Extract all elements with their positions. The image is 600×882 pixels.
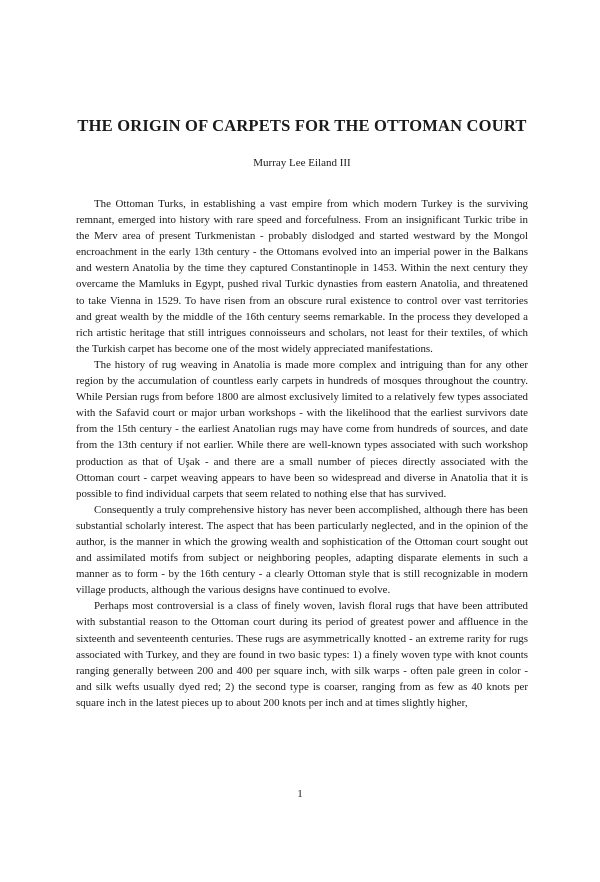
document-title: THE ORIGIN OF CARPETS FOR THE OTTOMAN COURT	[77, 116, 527, 135]
paragraph: Consequently a truly comprehensive history has never been accomplished, although there has been substantial scholarly interest. The aspect that has been particularly neglected, and in the opinion of the author, is the manner in which the growing wealth and sophistication of the Ottoman court sought out and assimilated motifs from subject or neighboring peoples, adapting disparate elements in such a manner as to form - by the 16th century - a clearly Ottoman style that is still recognizable in modern village products, although the various designs have continued to evolve.	[76, 503, 528, 597]
author-name: Murray Lee Eiland III	[253, 157, 351, 169]
document-page	[0, 116, 600, 882]
paragraph: The Ottoman Turks, in establishing a vast empire from which modern Turkey is the surviving remnant, emerged into history with rare speed and forcefulness. From an insignificant Turkic tribe in the Merv area of present Turkmenistan - probably dislodged and started westward by the Mongol encroachment in the early 13th century - the Ottomans evolved into an imperial power in the Balkans and western Anatolia by the time they captured Constantinople in 1453. Within the next century they overcame the Mamluks in Egypt, pushed rival Turkic dynasties from eastern Anatolia, and threatened to take Vienna in 1529. To have risen from an obscure rural existence to control over vast territories and great wealth by the middle of the 16th century seems remarkable. In the process they developed a rich artistic heritage that still intrigues connoisseurs and scholars, not least for their textiles, of which the Turkish carpet has become one of the most widely appreciated manifestations.	[76, 198, 528, 355]
body-text	[76, 196, 528, 711]
paragraph: The history of rug weaving in Anatolia is made more complex and intriguing than for any other region by the accumulation of countless early carpets in hundreds of mosques throughout the country. While Persian rugs from before 1800 are almost exclusively limited to a relatively few types associated with the Safavid court or major urban workshops - with the likelihood that the earliest survivors date from the 15th century - the earliest Anatolian rugs may have come from hundreds of sources, and date from the 13th century if not earlier. While there are well-known types associated with such workshop production as that of Uşak - and there are a small number of pieces directly associated with the Ottoman court - carpet weaving appears to have been so widespread and diverse in Anatolia that it is possible to find individual carpets that seem related to nothing else that has survived.	[76, 358, 528, 500]
paragraph: Perhaps most controversial is a class of finely woven, lavish floral rugs that have been attributed with substantial reason to the Ottoman court during its period of greatest power and affluence in the sixteenth and seventeenth centuries. These rugs are asymmetrically knotted - an extreme rarity for rugs associated with Turkey, and they are found in two basic types: 1) a finely woven type with knot counts ranging generally between 200 and 400 per square inch, with silk warps - often pale green in color - and silk wefts usually dyed red; 2) the second type is coarser, ranging from as few as 40 knots per square inch in the latest pieces up to about 200 knots per inch and at times slightly higher,	[76, 600, 528, 709]
page-number: 1	[297, 788, 303, 800]
